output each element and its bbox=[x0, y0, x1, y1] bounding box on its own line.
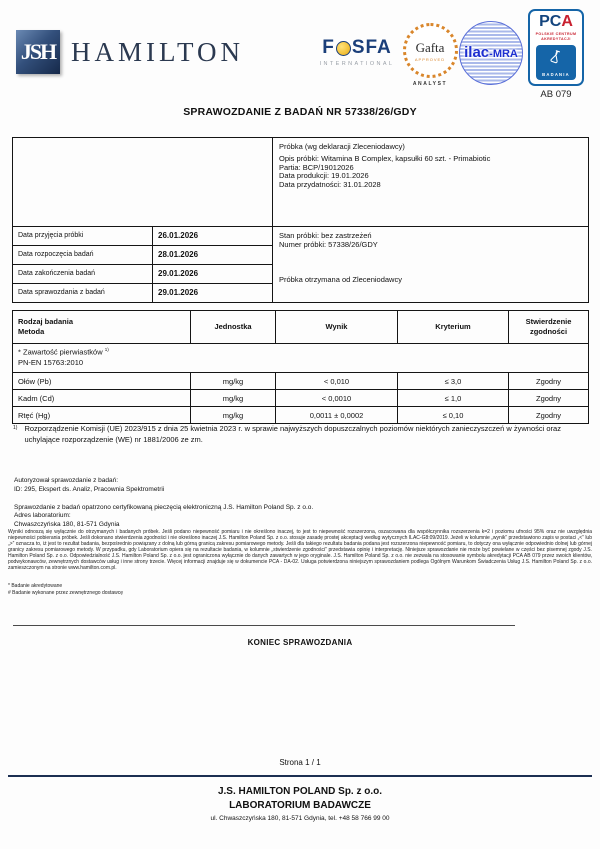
column-header-result: Wynik bbox=[276, 311, 398, 344]
legend-block bbox=[8, 583, 408, 597]
analyte-name: Rtęć (Hg) bbox=[13, 407, 191, 424]
footer-separator-line bbox=[8, 775, 592, 777]
date-label: Data sprawozdania z badań bbox=[13, 284, 153, 303]
analyte-criterion: ≤ 3,0 bbox=[398, 373, 509, 390]
analyte-criterion: ≤ 1,0 bbox=[398, 390, 509, 407]
gafta-name: Gafta bbox=[415, 39, 445, 55]
flask-icon bbox=[546, 47, 566, 67]
analyte-result: < 0,010 bbox=[276, 373, 398, 390]
pca-accreditation-number: AB 079 bbox=[540, 89, 572, 101]
analyte-unit: mg/kg bbox=[191, 390, 276, 407]
date-label: Data rozpoczęcia badań bbox=[13, 246, 153, 265]
table-row bbox=[13, 407, 589, 424]
footnote-text: Rozporządzenie Komisji (UE) 2023/915 z dnia 25 kwietnia 2023 r. w sprawie najwyższych dopuszczalnych poziomów niektórych zanieczyszczeń w żywności oraz uchylające rozporządzenie (WE) nr 1881/2006 ze zm. bbox=[24, 424, 561, 444]
gafta-badge bbox=[401, 23, 459, 87]
analyte-result: 0,0011 ± 0,0002 bbox=[276, 407, 398, 424]
analyte-name: Ołów (Pb) bbox=[13, 373, 191, 390]
company-logo bbox=[16, 30, 244, 74]
analyte-conformity: Zgodny bbox=[509, 373, 589, 390]
end-of-report-label: KONIEC SPRAWOZDANIA bbox=[247, 638, 353, 647]
analyte-conformity: Zgodny bbox=[509, 407, 589, 424]
column-header-conformity: Stwierdzenie zgodności bbox=[509, 311, 589, 344]
analyte-unit: mg/kg bbox=[191, 407, 276, 424]
sample-description: Opis próbki: Witamina B Complex, kapsułki 60 szt. - Primabiotic bbox=[279, 154, 491, 163]
sample-received-from: Próbka otrzymana od Zleceniodawcy bbox=[279, 275, 402, 284]
pca-badania-label: BADANIA bbox=[542, 72, 570, 78]
sample-status-cell bbox=[273, 227, 589, 303]
results-table bbox=[12, 310, 589, 424]
sample-declaration-heading: Próbka (wg deklaracji Zleceniodawcy) bbox=[279, 142, 405, 151]
authorized-by-label: Autoryzował sprawozdanie z badań: bbox=[14, 477, 119, 484]
electronic-seal-note: Sprawozdanie z badań opatrzono certyfikowaną pieczęcią elektroniczną J.S. Hamilton Poland Sp. z o.o. bbox=[14, 503, 314, 511]
analyte-criterion: ≤ 0,10 bbox=[398, 407, 509, 424]
page-indicator: Strona 1 / 1 bbox=[279, 758, 321, 767]
pca-letter-a: A bbox=[561, 13, 573, 30]
sample-declaration-cell bbox=[273, 138, 589, 227]
column-header-analysis: Rodzaj badania Metoda bbox=[13, 311, 191, 344]
jsh-logo-icon: JSH bbox=[16, 30, 60, 74]
footnote-marker: 1) bbox=[13, 425, 18, 431]
analyte-unit: mg/kg bbox=[191, 373, 276, 390]
ilac-seal-icon bbox=[459, 21, 523, 85]
date-value: 29.01.2026 bbox=[153, 265, 273, 284]
analyte-conformity: Zgodny bbox=[509, 390, 589, 407]
sample-production-date: Data produkcji: 19.01.2026 bbox=[279, 171, 369, 181]
sample-state: Stan próbki: bez zastrzeżeń bbox=[279, 231, 372, 240]
date-value: 29.01.2026 bbox=[153, 284, 273, 303]
table-row bbox=[13, 373, 589, 390]
date-value: 28.01.2026 bbox=[153, 246, 273, 265]
analysis-group-name: * Zawartość pierwiastków bbox=[18, 347, 105, 357]
date-value: 26.01.2026 bbox=[153, 227, 273, 246]
end-separator-line bbox=[13, 625, 515, 626]
table-row bbox=[13, 390, 589, 407]
sample-expiry-date: Data przydatności: 31.01.2028 bbox=[279, 179, 381, 189]
regulation-footnote bbox=[13, 424, 587, 445]
fosfa-letters: SFA bbox=[351, 37, 392, 58]
pca-subtitle-2: AKREDYTACJI bbox=[541, 37, 571, 42]
pca-subtitle-1: POLSKIE CENTRUM bbox=[535, 32, 577, 36]
gafta-analyst-label: ANALYST bbox=[412, 81, 448, 87]
legend-external: # Badanie wykonane przez zewnętrznego dostawcę bbox=[8, 589, 124, 596]
ilac-mra-badge bbox=[459, 21, 523, 85]
sample-info-table bbox=[12, 137, 589, 303]
ilac-name: ilac bbox=[464, 44, 490, 61]
brand-name: HAMILTON bbox=[71, 36, 245, 67]
footer-company-name: J.S. HAMILTON POLAND Sp. z o.o. bbox=[217, 786, 383, 797]
authorization-block bbox=[14, 477, 574, 530]
pca-badge bbox=[528, 9, 584, 100]
analyte-result: < 0,0010 bbox=[276, 390, 398, 407]
gafta-approved-label: APPROVED bbox=[414, 56, 446, 62]
disclaimer-text: Wyniki odnoszą się wyłącznie do otrzymanych i badanych próbek. Jeśli podano niepewność pomiaru i nie określono inaczej, to jest to niepewność rozszerzona, oszacowana dla współczynnika rozszerzenia k=2 i poziomu ufności 95% oraz nie uwzględnia niepewności pobierania próbek. Jeśli dokonano stwierdzenia zgodności i nie określono inaczej J.S. Hamilton Poland Sp. z o.o. stosuje zasadę prostej akceptacji według wytycznych ILAC-G8:09/2019. Jeżeli w kolumnie „wynik” przedstawiono zapis w postaci „<” lub „>” oznacza to, iż jest to rezultat badania, bezpośrednio powiązany z dolną lub górną granicą zakresu pomiarowego metody. Jeśli dla takiego rezultatu badania podana jest rozszerzona niepewność pomiaru, to dotyczy ona wyłącznie odpowiednio dolnej lub górnej granicy zakresu pomiarowego metody. W przypadku, gdy Laboratorium opiera się na rezultacie badania, w kolumnie „stwierdzenie zgodności” przedstawia opinię i interpretację. Niniejsze sprawozdanie nie może być powielane w części bez pisemnej zgody J.S. Hamilton Poland Sp. z o.o. Odpowiedzialność J.S. Hamilton Poland Sp. z o.o. jest ograniczona wyłącznie do danych zawartych w jego oryginale. J.S. Hamilton Poland Sp. z o.o. nie zezwala na stosowanie symbolu akredytacji PCA AB 079 przez swoich klientów, podwykonawców, zewnętrznych dostawców usług i inne strony trzecie. Więcej informacji znajduje się w dokumencie PCA - DA-02. Usługa potwierdzona niniejszym sprawozdaniem podlega Ogólnym Warunkom Świadczenia Usług J.S. Hamilton Poland Sp. z o.o. zamieszczonym na stronie www.hamilton.com.pl. bbox=[8, 529, 592, 571]
report-title: SPRAWOZDANIE Z BADAŃ NR 57338/26/GDY bbox=[183, 106, 417, 118]
analysis-group-method: PN-EN 15763:2010 bbox=[18, 358, 84, 368]
fosfa-badge bbox=[316, 37, 398, 67]
footer-lab-name: LABORATORIUM BADAWCZE bbox=[229, 800, 371, 811]
date-label: Data zakończenia badań bbox=[13, 265, 153, 284]
legend-accredited: * Badanie akredytowane bbox=[8, 583, 63, 589]
authorized-by-id: ID: 295, Ekspert ds. Analiz, Pracownia Spektrometrii bbox=[14, 485, 165, 493]
footer-block bbox=[0, 786, 600, 822]
footnote-marker: 1) bbox=[104, 347, 109, 353]
client-info-cell bbox=[13, 138, 273, 227]
globe-icon bbox=[336, 41, 351, 56]
date-label: Data przyjęcia próbki bbox=[13, 227, 153, 246]
sample-number: Numer próbki: 57338/26/GDY bbox=[279, 240, 378, 249]
gafta-wreath-icon bbox=[403, 23, 458, 78]
column-header-unit: Jednostka bbox=[191, 311, 276, 344]
analysis-group-row bbox=[13, 344, 589, 373]
fosfa-subtitle: INTERNATIONAL bbox=[319, 61, 395, 67]
lab-address-value: Chwaszczyńska 180, 81-571 Gdynia bbox=[14, 521, 120, 529]
footer-address: ul. Chwaszczyńska 180, 81-571 Gdynia, tel. +48 58 766 99 00 bbox=[210, 815, 390, 822]
analyte-name: Kadm (Cd) bbox=[13, 390, 191, 407]
sample-batch: Partia: BCP/19012026 bbox=[279, 162, 354, 172]
fosfa-letter: F bbox=[322, 37, 335, 58]
lab-address-label: Adres laboratorium: bbox=[14, 512, 71, 520]
pca-letters-pc: PC bbox=[539, 13, 562, 30]
ilac-mra-suffix: -MRA bbox=[489, 48, 518, 60]
column-header-criterion: Kryterium bbox=[398, 311, 509, 344]
